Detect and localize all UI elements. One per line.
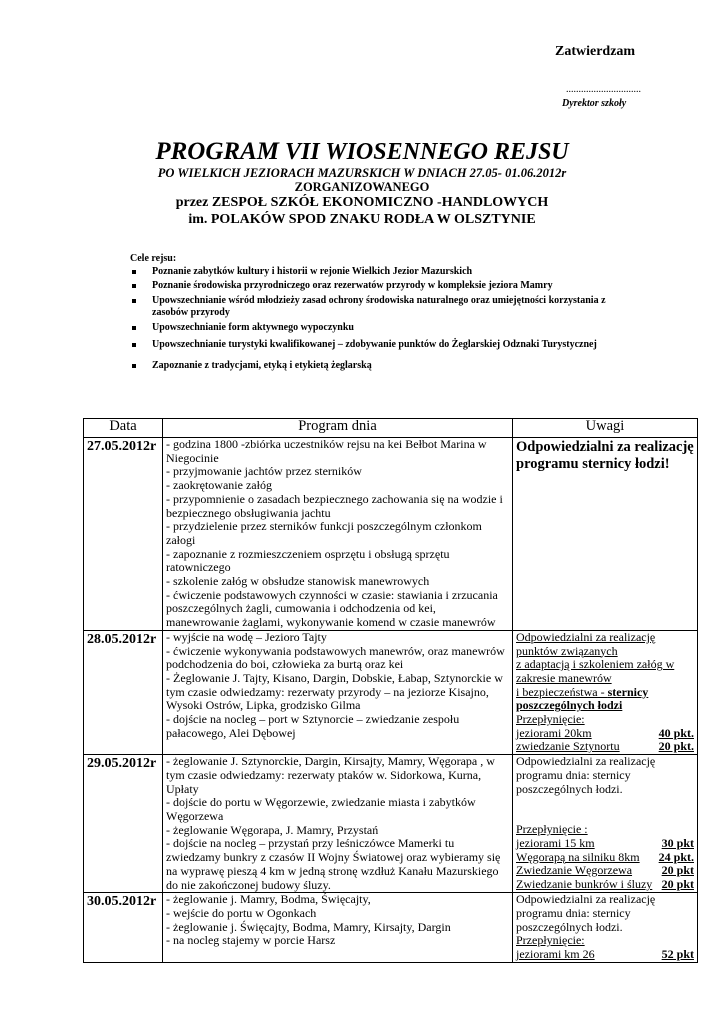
points-label: Zwiedzanie bunkrów i śluzy: [516, 877, 653, 892]
points-label: jeziorami 15 km: [516, 835, 595, 850]
goal-item: Upowszechnianie form aktywnego wypoczynku: [130, 322, 610, 335]
row-notes: [513, 438, 698, 631]
note-line: zakresie manewrów: [516, 670, 612, 685]
program-line: - żeglowanie j. Mamry, Bodma, Święcajty,: [166, 892, 371, 907]
note-line: Odpowiedzialni za realizację programu dnia: sternicy poszczególnych łodzi.: [516, 892, 656, 934]
responsible-note: Odpowiedzialni za realizację programu sternicy łodzi!: [516, 439, 694, 472]
points-value: 40 pkt.: [658, 725, 694, 740]
program-line: - na nocleg stajemy w porcie Harsz: [166, 933, 336, 948]
goal-item: Upowszechnianie wśród młodzieży zasad ochrony środowiska naturalnego oraz umiejętności korzystania z zasobów przyrody: [130, 295, 610, 320]
goal-item: Poznanie zabytków kultury i historii w rejonie Wielkich Jezior Mazurskich: [130, 266, 610, 279]
organizer-line-3: im. POLAKÓW SPOD ZNAKU RODŁA W OLSZTYNIE: [188, 212, 536, 227]
program-line: - żeglowanie J. Sztynorckie, Dargin, Kirsajty, Mamry, Węgorapa , w tym czasie odwiedzamy: rezerwaty ptaków w. Sidorkowa, Kurna, Upłaty: [166, 754, 495, 796]
program-line: - wejście do portu w Ogonkach: [166, 905, 317, 920]
document-subtitle: PO WIELKICH JEZIORACH MAZURSKICH W DNIACH 27.05- 01.06.2012r: [157, 166, 567, 180]
goals-list: [130, 266, 610, 373]
points-value: 24 pkt.: [658, 849, 694, 864]
header-date: Data: [84, 419, 163, 438]
program-line: - dojście do portu w Węgorzewie, zwiedzanie miasta i zabytków Węgorzewa: [166, 795, 476, 823]
program-line: - zapoznanie z rozmieszczeniem osprzętu i obsługą sprzętu ratowniczego: [166, 546, 450, 575]
program-line: - żeglowanie j. Święcajty, Bodma, Mamry, Kirsajty, Dargin: [166, 919, 451, 934]
goals-section: [130, 253, 610, 374]
points-row: [516, 727, 694, 741]
note-line: Przepłynięcie:: [516, 933, 585, 948]
points-label: Węgorapą na silniku 8km: [516, 849, 640, 864]
signature-line: ..............................: [566, 84, 641, 95]
program-line: - ćwiczenie podstawowych czynności w czasie: stawiania i zrzucania poszczególnych żagli, cumowania i odchodzenia od kei, manewrowanie żaglami, wykonywanie komend w czasie manewrów: [166, 587, 498, 630]
program-line: - przypomnienie o zasadach bezpiecznego zachowania się na wodzie i bezpiecznego obsługiwania jachtu: [166, 491, 503, 520]
note-line: poszczególnych łodzi: [516, 698, 623, 713]
note-line: Odpowiedzialni za realizację programu dnia: sternicy poszczególnych łodzi.: [516, 754, 656, 796]
table-header-row: [84, 419, 698, 438]
row-program: [163, 755, 513, 893]
row-date: 29.05.2012r: [84, 755, 163, 893]
title-program: PROGRAM: [155, 138, 279, 165]
row-notes: [513, 755, 698, 893]
row-date: 28.05.2012r: [84, 630, 163, 754]
organizer-line-1: ZORGANIZOWANEGO: [294, 180, 430, 194]
program-line: - przydzielenie przez sterników funkcji poszczególnym członkom załogi: [166, 519, 482, 547]
approval-label: Zatwierdzam: [555, 44, 636, 59]
organizer-line-2: przez ZESPOŁ SZKÓŁ EKONOMICZNO -HANDLOWYCH: [175, 195, 549, 210]
points-row: [516, 740, 694, 754]
points-value: 20 pkt: [661, 863, 694, 878]
note-line: Odpowiedzialni za realizację: [516, 629, 656, 644]
program-line: - godzina 1800 -zbiórka uczestników rejsu na kei Bełbot Marina w Niegocinie: [166, 437, 487, 465]
header-program: Program dnia: [163, 419, 513, 438]
table-row: [84, 438, 698, 631]
program-line: - żeglowanie Węgorapa, J. Mamry, Przystań: [166, 822, 379, 837]
table-row: [84, 630, 698, 754]
program-line: - wyjście na wodę – Jezioro Tajty: [166, 629, 327, 644]
points-value: 20 pkt: [661, 877, 694, 892]
goal-item: Upowszechnianie turystyki kwalifikowanej – zdobywanie punktów do Żeglarskiej Odznaki Turystycznej: [130, 339, 610, 352]
note-line: Przepłynięcie :: [516, 822, 588, 837]
row-date: 30.05.2012r: [84, 893, 163, 963]
program-line: - przyjmowanie jachtów przez sterników: [166, 464, 362, 479]
points-value: 20 pkt.: [658, 739, 694, 754]
table-row: [84, 893, 698, 963]
program-line: - dojście na nocleg – port w Sztynorcie – zwiedzanie zespołu pałacowego, Alei Dębowej: [166, 712, 460, 740]
title-rest: VII WIOSENNEGO REJSU: [278, 139, 569, 165]
row-date: 27.05.2012r: [84, 438, 163, 631]
program-line: - zaokrętowanie załóg: [166, 478, 272, 493]
points-label: zwiedzanie Sztynortu: [516, 739, 620, 754]
points-label: Zwiedzanie Węgorzewa: [516, 863, 633, 878]
points-row: [516, 837, 694, 851]
points-value: 30 pkt: [661, 835, 694, 850]
goal-item: Poznanie środowiska przyrodniczego oraz rezerwatów przyrody w kompleksie jeziora Mamry: [130, 280, 610, 293]
program-table: [83, 418, 698, 963]
program-line: - ćwiczenie wykonywania podstawowych manewrów, oraz manewrów podchodzenia do boi, człowieka za burtą oraz kei: [166, 643, 505, 672]
row-notes: [513, 893, 698, 963]
program-line: - dojście na nocleg – przystań przy leśniczówce Mamerki tu zwiedzamy bunkry z czasów II Wojny Światowej oraz wybieramy się na wyprawę pieszą 4 km w jedną stronę wzdłuż Kanału Mazurskiego do nie zakończonej budowy śluzy.: [166, 836, 501, 892]
points-row: [516, 878, 694, 892]
row-notes: [513, 630, 698, 754]
points-label: jeziorami km 26: [516, 947, 595, 962]
document-title: [0, 138, 724, 166]
row-program: [163, 630, 513, 754]
goals-heading: Cele rejsu:: [130, 253, 177, 264]
goal-item: Zapoznanie z tradycjami, etyką i etykietą żeglarską: [130, 360, 610, 373]
program-line: - szkolenie załóg w obsłudze stanowisk manewrowych: [166, 574, 430, 589]
header-notes: Uwagi: [513, 419, 698, 438]
points-label: jeziorami 20km: [516, 725, 592, 740]
note-line: [516, 686, 694, 700]
points-row: [516, 851, 694, 865]
note-line: z adaptacją i szkoleniem załóg w: [516, 657, 675, 672]
points-row: [516, 864, 694, 878]
program-line: - Żeglowanie J. Tajty, Kisano, Dargin, Dobskie, Łabap, Sztynorckie w tym czasie odwiedzamy: rezerwaty przyrody – na jeziorze Kisajno, Wysoki Ostrów, Lipka, grodzisko Gilma: [166, 670, 503, 713]
points-value: 52 pkt: [661, 947, 694, 962]
table-row: [84, 755, 698, 893]
row-program: [163, 438, 513, 631]
note-bold: sternicy: [607, 684, 649, 699]
note-line: Przepłynięcie:: [516, 712, 585, 727]
points-row: [516, 948, 694, 962]
note-line: punktów związanych: [516, 643, 618, 658]
row-program: [163, 893, 513, 963]
director-caption: Dyrektor szkoły: [562, 98, 627, 109]
note-text: i bezpieczeństwa -: [516, 684, 608, 699]
